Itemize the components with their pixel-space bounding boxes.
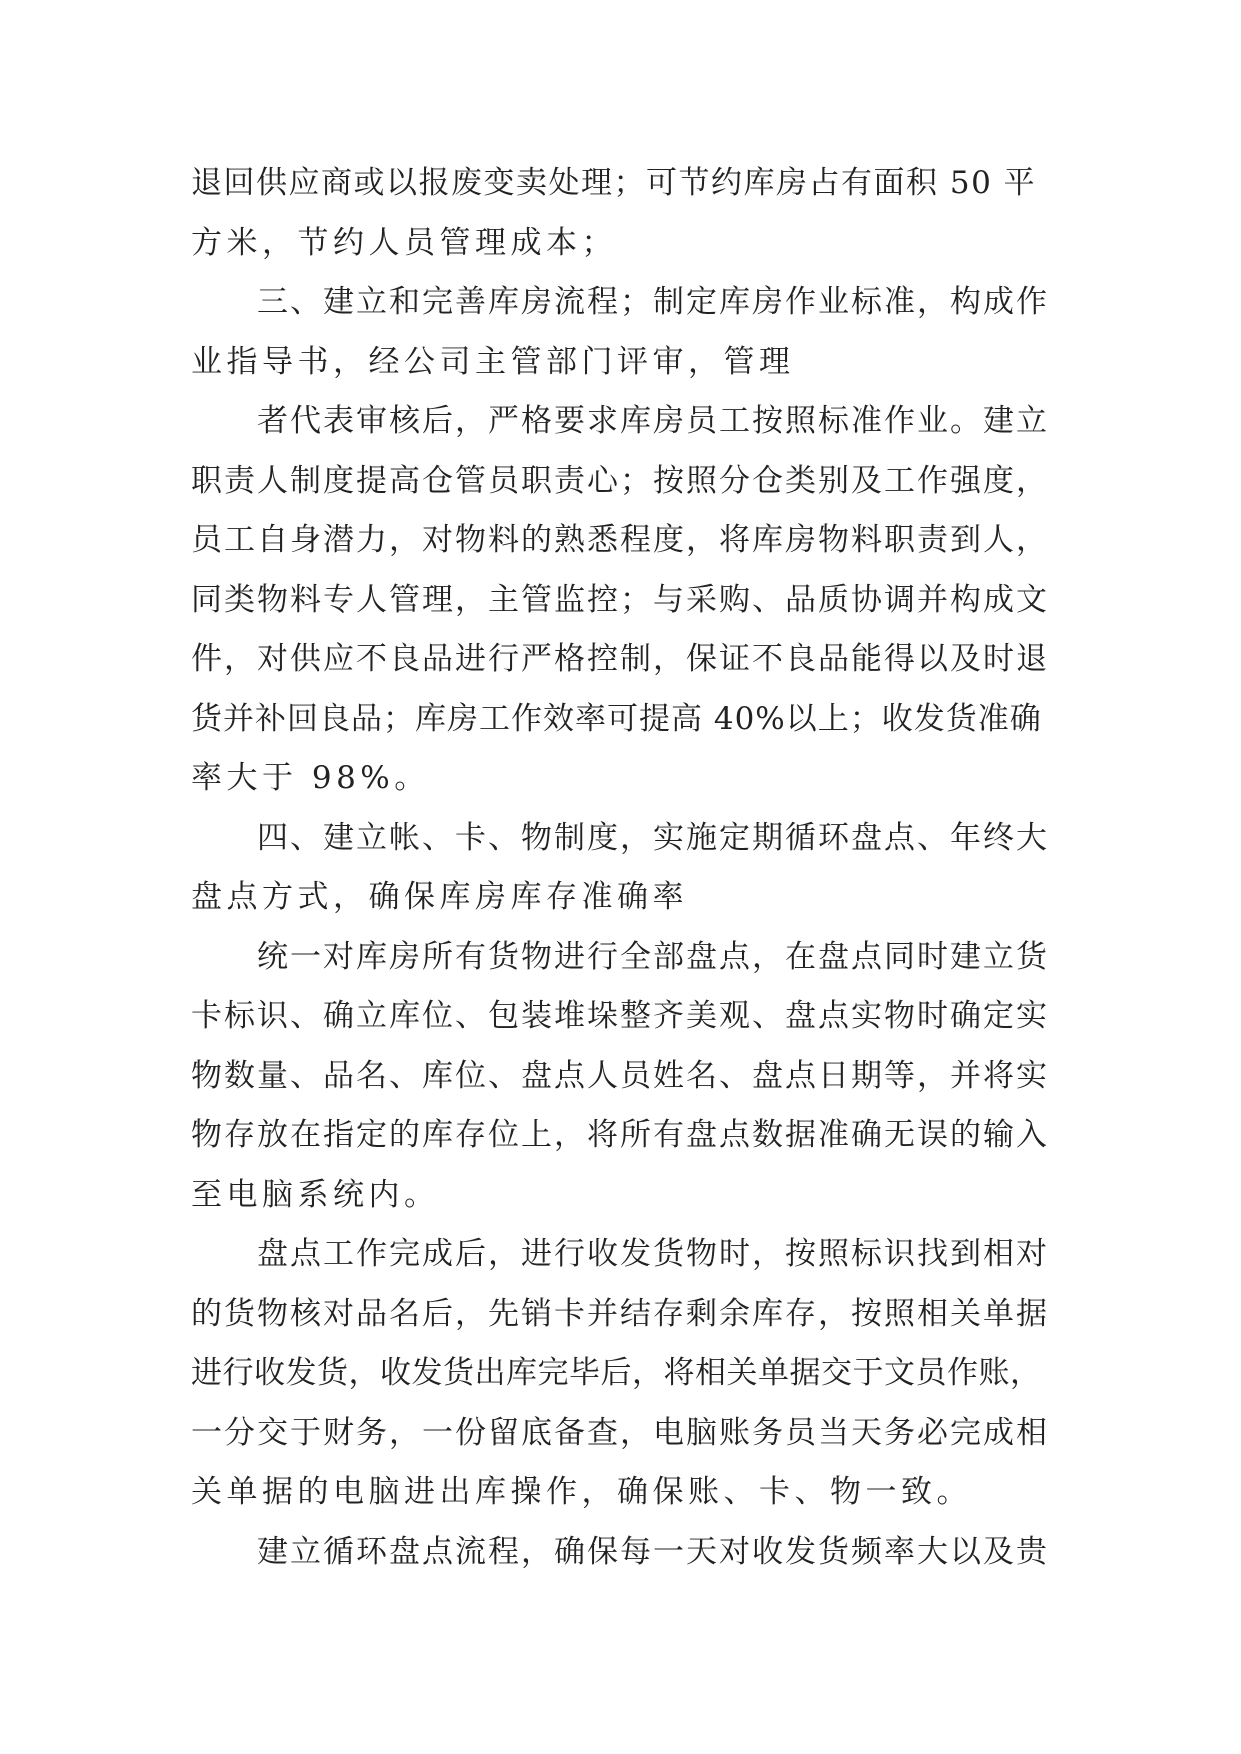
text-line: 物存放在指定的库存位上，将所有盘点数据准确无误的输入 — [191, 1117, 1049, 1153]
text-line: 退回供应商或以报废变卖处理；可节约库房占有面积 50 平 — [191, 165, 1037, 201]
text-line: 率大于 98%。 — [191, 760, 430, 796]
text-line: 物数量、品名、库位、盘点人员姓名、盘点日期等，并将实 — [191, 1057, 1049, 1094]
text-line: 一分交于财务，一份留底备查，电脑账务员当天务必完成相 — [191, 1414, 1049, 1451]
text-line: 方米，节约人员管理成本； — [191, 224, 617, 261]
text-line: 业指导书，经公司主管部门评审，管理 — [191, 343, 795, 380]
text-line: 盘点方式，确保库房库存准确率 — [191, 879, 688, 915]
text-line: 同类物料专人管理，主管监控；与采购、品质协调并构成文 — [191, 581, 1049, 618]
paragraph-start-line: 者代表审核后，严格要求库房员工按照标准作业。建立 — [257, 403, 1049, 439]
text-line: 员工自身潜力，对物料的熟悉程度，将库房物料职责到人， — [191, 522, 1049, 558]
paragraph-start-line: 盘点工作完成后，进行收发货物时，按照标识找到相对 — [257, 1236, 1049, 1272]
text-line: 关单据的电脑进出库操作，确保账、卡、物一致。 — [191, 1474, 972, 1510]
paragraph-start-line: 建立循环盘点流程，确保每一天对收发货频率大以及贵 — [257, 1533, 1049, 1570]
text-line: 的货物核对品名后，先销卡并结存剩余库存，按照相关单据 — [191, 1295, 1049, 1332]
text-line: 至电脑系统内。 — [191, 1176, 440, 1213]
text-line: 卡标识、确立库位、包装堆垛整齐美观、盘点实物时确定实 — [191, 998, 1049, 1034]
text-line: 职责人制度提高仓管员职责心；按照分仓类别及工作强度， — [191, 462, 1049, 499]
paragraph-start-line: 三、建立和完善库房流程；制定库房作业标准，构成作 — [257, 284, 1049, 320]
paragraph-start-line: 统一对库房所有货物进行全部盘点，在盘点同时建立货 — [257, 938, 1049, 975]
text-line: 货并补回良品；库房工作效率可提高 40%以上；收发货准确 — [191, 700, 1042, 737]
text-line: 件，对供应不良品进行严格控制，保证不良品能得以及时退 — [191, 641, 1049, 677]
text-line: 进行收发货，收发货出库完毕后，将相关单据交于文员作账， — [191, 1355, 1042, 1391]
paragraph-start-line: 四、建立帐、卡、物制度，实施定期循环盘点、年终大 — [257, 819, 1049, 856]
document-body — [191, 154, 1049, 1582]
